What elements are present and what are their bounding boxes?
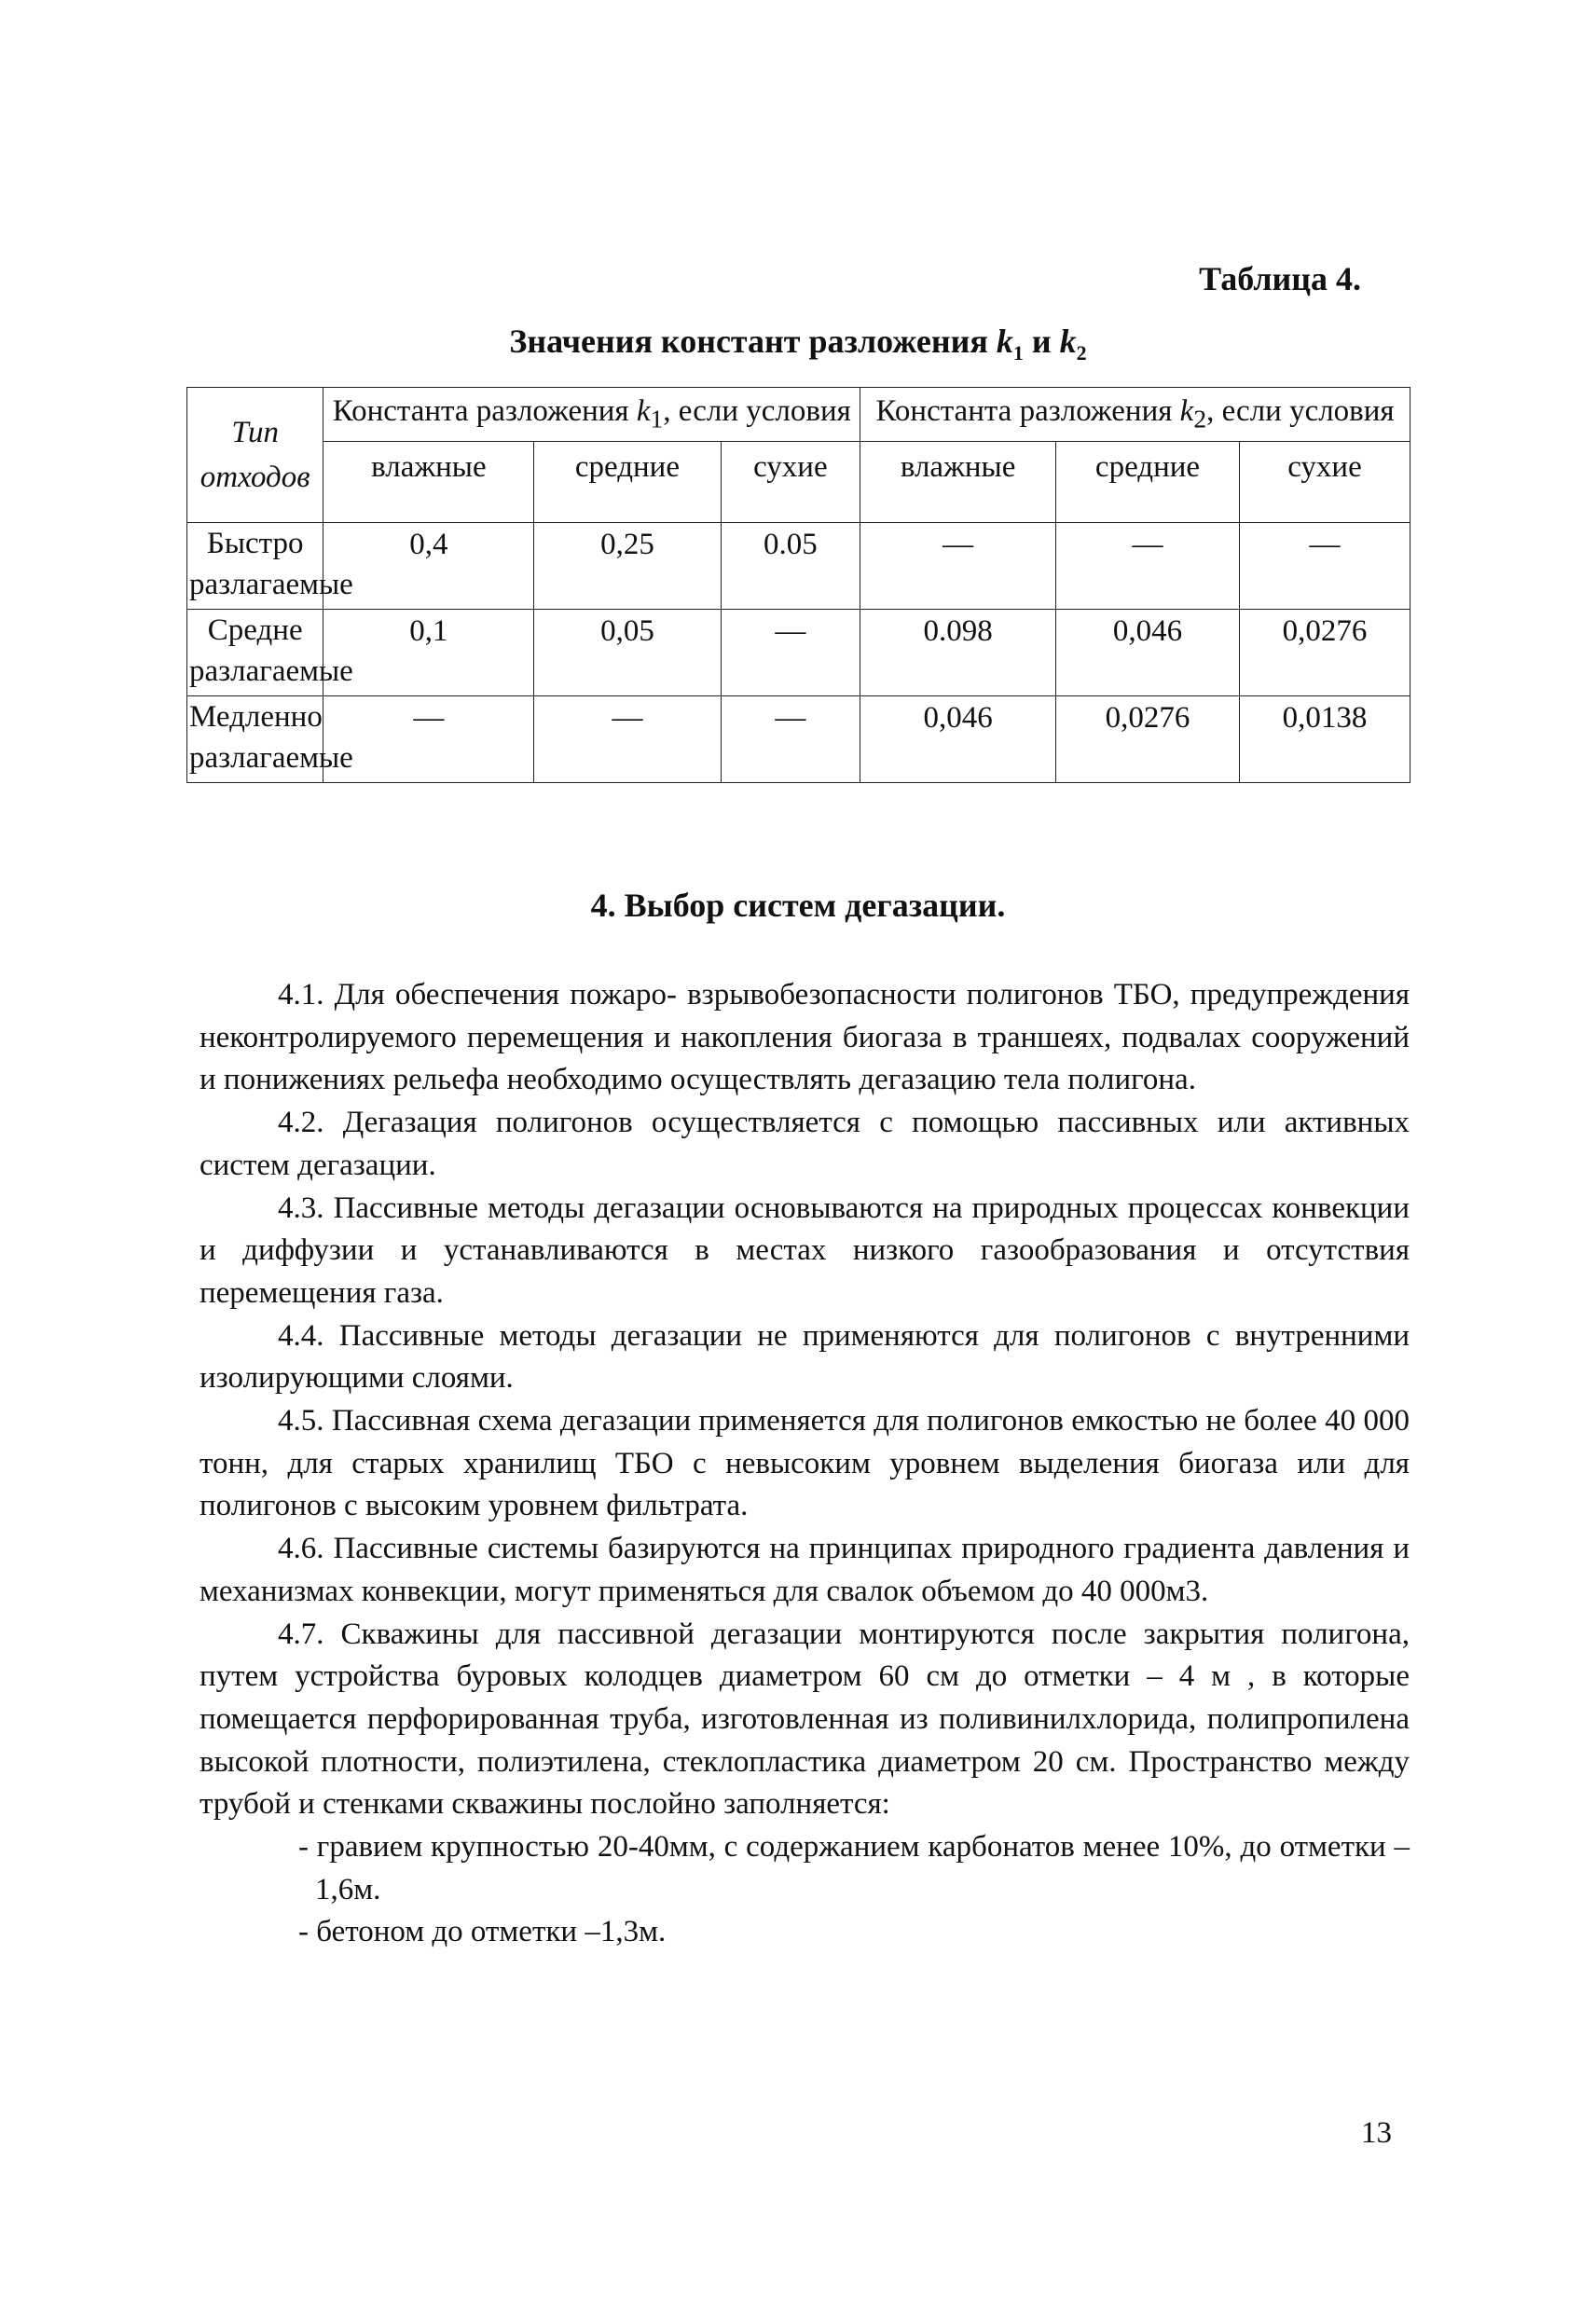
body-text xyxy=(200,974,1410,1954)
table-row xyxy=(187,609,1410,695)
decomposition-constants-table xyxy=(186,387,1410,783)
table-cell: — xyxy=(323,695,534,782)
bullet-item: - гравием крупностью 20-40мм, с содержанием карбонатов менее 10%, до отметки –1,6м. xyxy=(298,1830,1410,1906)
paragraph: 4.3. Пассивные методы дегазации основываются на природных процессах конвекции и диффузии и устанавливаются в местах низкого газообразования и отсутствия перемещения газа. xyxy=(200,1190,1410,1310)
table-cell: — xyxy=(1239,522,1410,609)
bullet-item: - бетоном до отметки –1,3м. xyxy=(298,1915,667,1949)
table-caption: Таблица 4. xyxy=(1199,260,1361,297)
table-title-and: и xyxy=(1031,323,1052,360)
k2-symbol: k xyxy=(1179,394,1194,428)
table-title-k1: k xyxy=(996,323,1013,360)
table-cell: — xyxy=(721,695,860,782)
page-number: 13 xyxy=(1361,2116,1392,2150)
condition-header: сухие xyxy=(721,441,860,522)
table-cell: 0.098 xyxy=(860,609,1056,695)
row-label: Быстро разлагаемые xyxy=(187,522,323,609)
k1-subscript: 1 xyxy=(650,404,664,434)
table-title xyxy=(0,322,1596,365)
section-heading: 4. Выбор систем дегазации. xyxy=(590,887,1006,924)
paragraph: 4.1. Для обеспечения пожаро- взрывобезопасности полигонов ТБО, предупреждения неконтролируемого перемещения и накопления биогаза в траншеях, подвалах сооружений и понижениях рельефа необходимо осуществлять дегазацию тела полигона. xyxy=(200,978,1410,1097)
table-title-k2: k xyxy=(1059,323,1077,360)
table-cell: 0,0276 xyxy=(1239,609,1410,695)
k1-header xyxy=(323,388,860,442)
table-cell: 0,0138 xyxy=(1239,695,1410,782)
condition-header: влажные xyxy=(323,441,534,522)
table-cell: — xyxy=(1056,522,1240,609)
paragraph: 4.2. Дегазация полигонов осуществляется с помощью пассивных или активных систем дегазации. xyxy=(200,1106,1410,1182)
conditions-row xyxy=(187,441,1410,522)
k2-subscript: 2 xyxy=(1193,404,1207,434)
condition-header: сухие xyxy=(1239,441,1410,522)
table-cell: 0,1 xyxy=(323,609,534,695)
k1-symbol: k xyxy=(636,394,651,428)
table-title-text: Значения констант разложения xyxy=(509,323,988,360)
table-title-k1-sub: 1 xyxy=(1012,341,1024,365)
k1-header-text: Константа разложения xyxy=(332,394,629,428)
table-cell: — xyxy=(721,609,860,695)
table-cell: 0,046 xyxy=(1056,609,1240,695)
waste-type-header: Тип отходов xyxy=(187,388,323,523)
table-cell: 0.05 xyxy=(721,522,860,609)
table-cell: — xyxy=(860,522,1056,609)
table-cell: — xyxy=(534,695,721,782)
condition-header: средние xyxy=(534,441,721,522)
table-row xyxy=(187,522,1410,609)
condition-header: влажные xyxy=(860,441,1056,522)
paragraph: 4.7. Скважины для пассивной дегазации монтируются после закрытия полигона, путем устройства буровых колодцев диаметром 60 см до отметки – 4 м , в которые помещается перфорированная труба, изготовленная из поливинилхлорида, полипропилена высокой плотности, полиэтилена, стеклопластика диаметром 20 см. Пространство между трубой и стенками скважины послойно заполняется: xyxy=(200,1617,1410,1822)
paragraph: 4.5. Пассивная схема дегазации применяется для полигонов емкостью не более 40 000 тонн, для старых хранилищ ТБО с невысоким уровнем выделения биогаза или для полигонов с высоким уровнем фильтрата. xyxy=(200,1404,1410,1523)
row-label: Средне разлагаемые xyxy=(187,609,323,695)
k2-header-tail: , если условия xyxy=(1206,394,1395,428)
k2-header xyxy=(860,388,1410,442)
k1-header-tail: , если условия xyxy=(663,394,851,428)
table-cell: 0,046 xyxy=(860,695,1056,782)
table-cell: 0,05 xyxy=(534,609,721,695)
table-title-k2-sub: 2 xyxy=(1076,341,1087,365)
condition-header: средние xyxy=(1056,441,1240,522)
table-row xyxy=(187,695,1410,782)
table-cell: 0,25 xyxy=(534,522,721,609)
table-cell: 0,0276 xyxy=(1056,695,1240,782)
k2-header-text: Константа разложения xyxy=(875,394,1173,428)
paragraph: 4.6. Пассивные системы базируются на принципах природного градиента давления и механизмах конвекции, могут применяться для свалок объемом до 40 000м3. xyxy=(200,1532,1410,1608)
table-header-row xyxy=(187,388,1410,442)
paragraph: 4.4. Пассивные методы дегазации не применяются для полигонов с внутренними изолирующими слоями. xyxy=(200,1318,1410,1396)
row-label: Медленно разлагаемые xyxy=(187,695,323,782)
table-cell: 0,4 xyxy=(323,522,534,609)
